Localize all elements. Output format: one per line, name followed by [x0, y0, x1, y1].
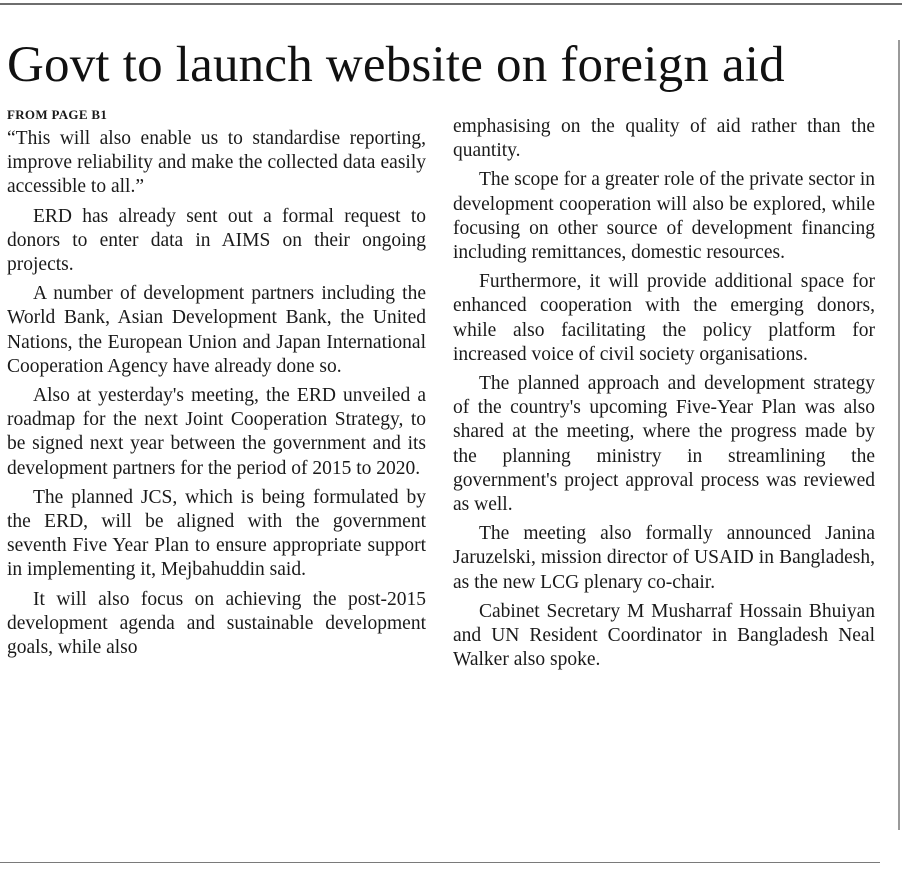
- paragraph: A number of development partners including the World Bank, Asian Development Bank, the United Nations, the European Union and Japan International Cooperation Agency have already done so.: [7, 283, 426, 377]
- paragraph: Also at yesterday's meeting, the ERD unveiled a roadmap for the next Joint Cooperation Strategy, to be signed next year between the government and its development partners for the period of 2015 to 2020.: [7, 385, 426, 479]
- top-rule: [0, 3, 902, 5]
- paragraph: Furthermore, it will provide additional space for enhanced cooperation with the emerging donors, while also facilitating the policy platform for increased voice of civil society organisations.: [453, 271, 875, 365]
- paragraph: emphasising on the quality of aid rather than the quantity.: [453, 116, 875, 162]
- continuation-kicker: FROM PAGE B1: [7, 107, 108, 122]
- paragraph: It will also focus on achieving the post-2015 development agenda and sustainable development goals, while also: [7, 588, 426, 659]
- headline: Govt to launch website on foreign aid: [7, 37, 785, 93]
- paragraph: “This will also enable us to standardise reporting, improve reliability and make the collected data easily accessible to all.”: [7, 128, 426, 198]
- paragraph: The meeting also formally announced Janina Jaruzelski, mission director of USAID in Bangladesh, as the new LCG plenary co-chair.: [453, 523, 875, 593]
- column-rule-right: [898, 40, 900, 830]
- paragraph: ERD has already sent out a formal request to donors to enter data in AIMS on their ongoing projects.: [7, 205, 426, 276]
- bottom-rule: [0, 862, 880, 863]
- paragraph: The planned approach and development strategy of the country's upcoming Five-Year Plan was also shared at the meeting, where the progress made by the planning ministry in streamlining the government's project approval process was reviewed as well.: [453, 373, 875, 516]
- paragraph: The scope for a greater role of the private sector in development cooperation will also be explored, while focusing on other source of development financing including remittances, domestic resources.: [453, 169, 875, 264]
- article-column-left: [7, 127, 426, 660]
- paragraph: The planned JCS, which is being formulated by the ERD, will be aligned with the government seventh Five Year Plan to ensure appropriate support in implementing it, Mejbahuddin said.: [7, 486, 426, 581]
- paragraph: Cabinet Secretary M Musharraf Hossain Bhuiyan and UN Resident Coordinator in Bangladesh Neal Walker also spoke.: [453, 600, 875, 671]
- article-column-right: [453, 115, 875, 672]
